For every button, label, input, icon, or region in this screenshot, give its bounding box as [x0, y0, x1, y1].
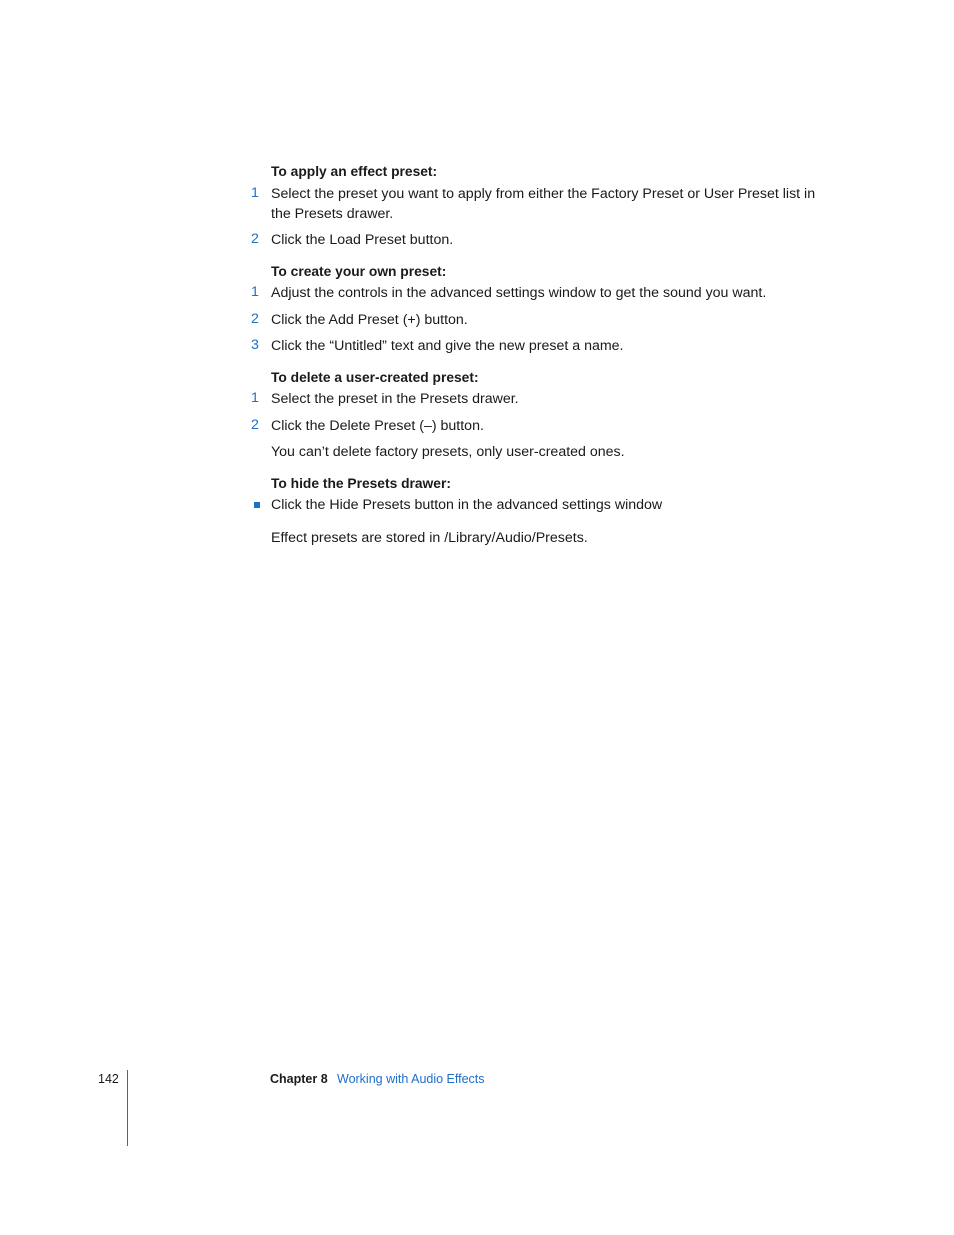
- step-number: 2: [251, 311, 259, 327]
- square-bullet-icon: [254, 502, 260, 508]
- note-text: Effect presets are stored in /Library/Audio/Presets.: [271, 530, 588, 546]
- section-heading-delete-preset: To delete a user-created preset:: [271, 370, 479, 385]
- step-text: Click the Load Preset button.: [271, 232, 454, 248]
- step-number: 2: [251, 417, 259, 433]
- section-heading-hide-drawer: To hide the Presets drawer:: [271, 476, 451, 491]
- footer-divider: [127, 1070, 128, 1146]
- step-text: Adjust the controls in the advanced settings window to get the sound you want.: [271, 285, 767, 301]
- section-heading-create-preset: To create your own preset:: [271, 264, 447, 279]
- step-number: 2: [251, 231, 259, 247]
- note-text: You can’t delete factory presets, only user-created ones.: [271, 444, 625, 460]
- step-text: Click the Add Preset (+) button.: [271, 312, 468, 328]
- step-text: Click the Delete Preset (–) button.: [271, 418, 484, 434]
- step-number: 1: [251, 185, 259, 201]
- step-text: Select the preset in the Presets drawer.: [271, 391, 519, 407]
- step-number: 1: [251, 390, 259, 406]
- footer-chapter-label: Chapter 8: [270, 1072, 328, 1086]
- step-text: Click the “Untitled” text and give the new preset a name.: [271, 338, 624, 354]
- step-number: 1: [251, 284, 259, 300]
- step-number: 3: [251, 337, 259, 353]
- section-heading-apply-preset: To apply an effect preset:: [271, 164, 438, 179]
- page-number: 142: [98, 1072, 119, 1086]
- bullet-text: Click the Hide Presets button in the advanced settings window: [271, 497, 663, 513]
- footer-chapter-title: Working with Audio Effects: [337, 1072, 485, 1086]
- step-text: Select the preset you want to apply from either the Factory Preset or User Preset list in the Presets drawer.: [271, 186, 816, 222]
